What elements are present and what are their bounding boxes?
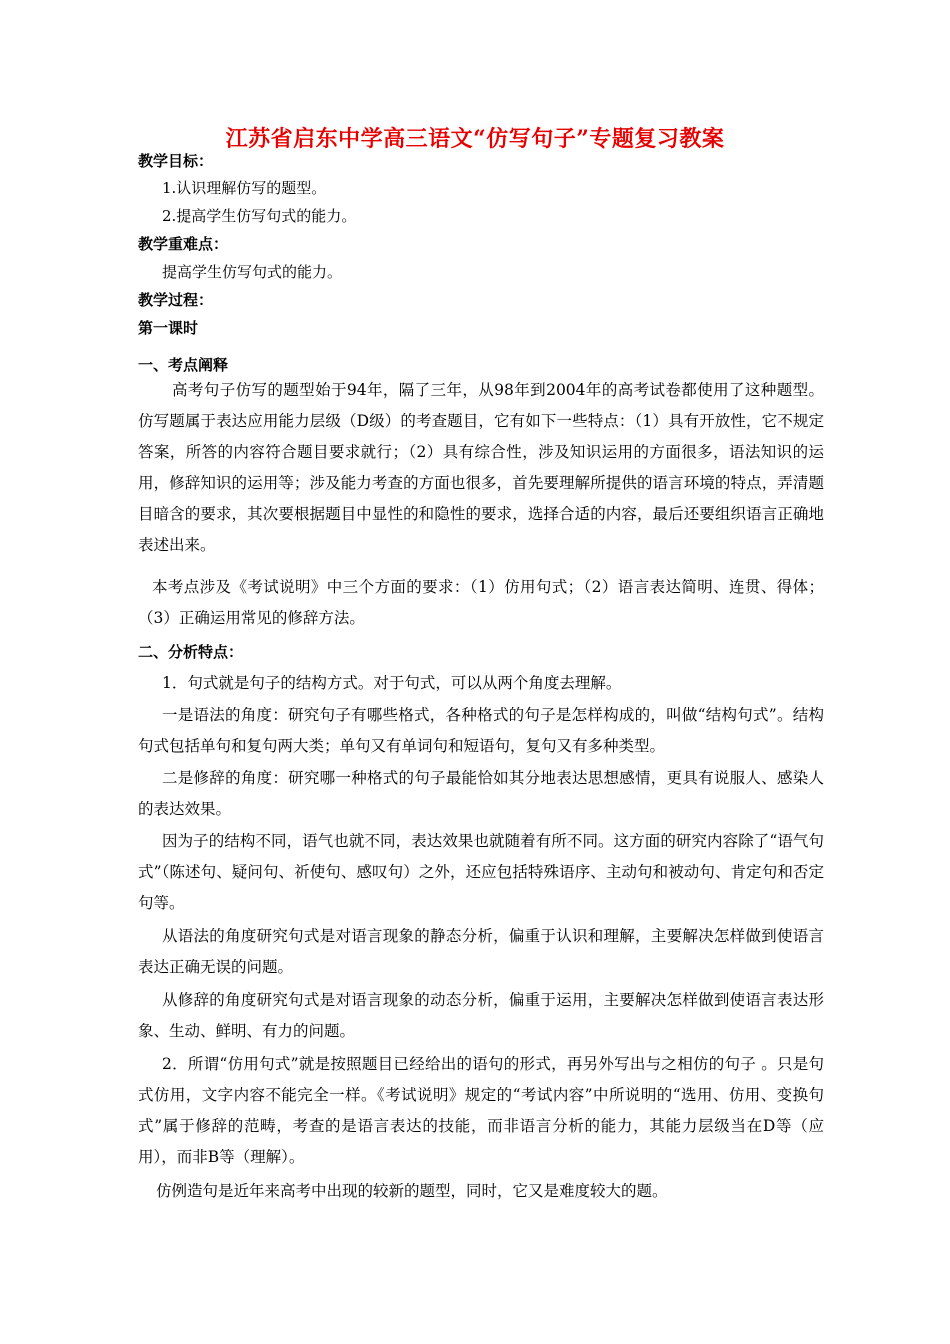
document-title: 江苏省启东中学高三语文“仿写句子”专题复习教案 [225,126,725,152]
section2-paragraph: 2．所谓“仿用句式”就是按照题目已经给出的语句的形式，再另外写出与之相仿的句子 。只是句式仿用，文字内容不能完全一样。《考试说明》规定的“考试内容”中所说明的“选用、仿用、变换句式”属于修辞的范畴，考查的是语言表达的技能，而非语言分析的能力，其能力层级当在D等（应用），而非B等（理解）。 [138,1055,824,1166]
section2-paragraph: 仿例造句是近年来高考中出现的较新的题型，同时，它又是难度较大的题。 [156,1182,668,1200]
objective-item: 1.认识理解仿写的题型。 [162,179,327,197]
lesson-heading: 第一课时 [138,319,199,337]
section2-paragraph: 因为子的结构不同，语气也就不同，表达效果也就随着有所不同。这方面的研究内容除了“语气句式”（陈述句、疑问句、祈使句、感叹句）之外，还应包括特殊语序、主动句和被动句、肯定句和否定句等。 [138,832,824,912]
section2-paragraph: 从语法的角度研究句式是对语言现象的静态分析，偏重于认识和理解，主要解决怎样做到使语言表达正确无误的问题。 [138,927,824,976]
section1-heading: 一、考点阐释 [138,356,229,374]
objectives-heading: 教学目标： [138,152,214,170]
section1-paragraph: 高考句子仿写的题型始于94年，隔了三年，从98年到2004年的高考试卷都使用了这种题型。仿写题属于表达应用能力层级（D级）的考查题目，它有如下一些特点：（1）具有开放性，它不规定答案，所答的内容符合题目要求就行；（2）具有综合性，涉及知识运用的方面很多，语法知识的运用，修辞知识的运用等；涉及能力考查的方面也很多，首先要理解所提供的语言环境的特点，弄清题目暗含的要求，其次要根据题目中显性的和隐性的要求，选择合适的内容，最后还要组织语言正确地表述出来。 [138,381,824,554]
key-points-heading: 教学重难点： [138,235,229,253]
objective-item: 2.提高学生仿写句式的能力。 [162,207,357,225]
section2-heading: 二、分析特点： [138,643,244,661]
section2-paragraph: 从修辞的角度研究句式是对语言现象的动态分析，偏重于运用，主要解决怎样做到使语言表达形象、生动、鲜明、有力的问题。 [138,991,824,1040]
process-heading: 教学过程： [138,291,214,309]
section2-paragraph: 一是语法的角度：研究句子有哪些格式，各种格式的句子是怎样构成的，叫做“结构句式”。结构句式包括单句和复句两大类；单句又有单词句和短语句，复句又有多种类型。 [138,706,824,755]
section1-paragraph: 本考点涉及《考试说明》中三个方面的要求：（1）仿用句式；（2）语言表达简明、连贯、得体；（3）正确运用常见的修辞方法。 [138,578,824,627]
section2-paragraph: 1．句式就是句子的结构方式。对于句式，可以从两个角度去理解。 [162,674,622,692]
key-points-text: 提高学生仿写句式的能力。 [162,263,343,281]
section2-paragraph: 二是修辞的角度：研究哪一种格式的句子最能恰如其分地表达思想感情，更具有说服人、感染人的表达效果。 [138,769,824,818]
